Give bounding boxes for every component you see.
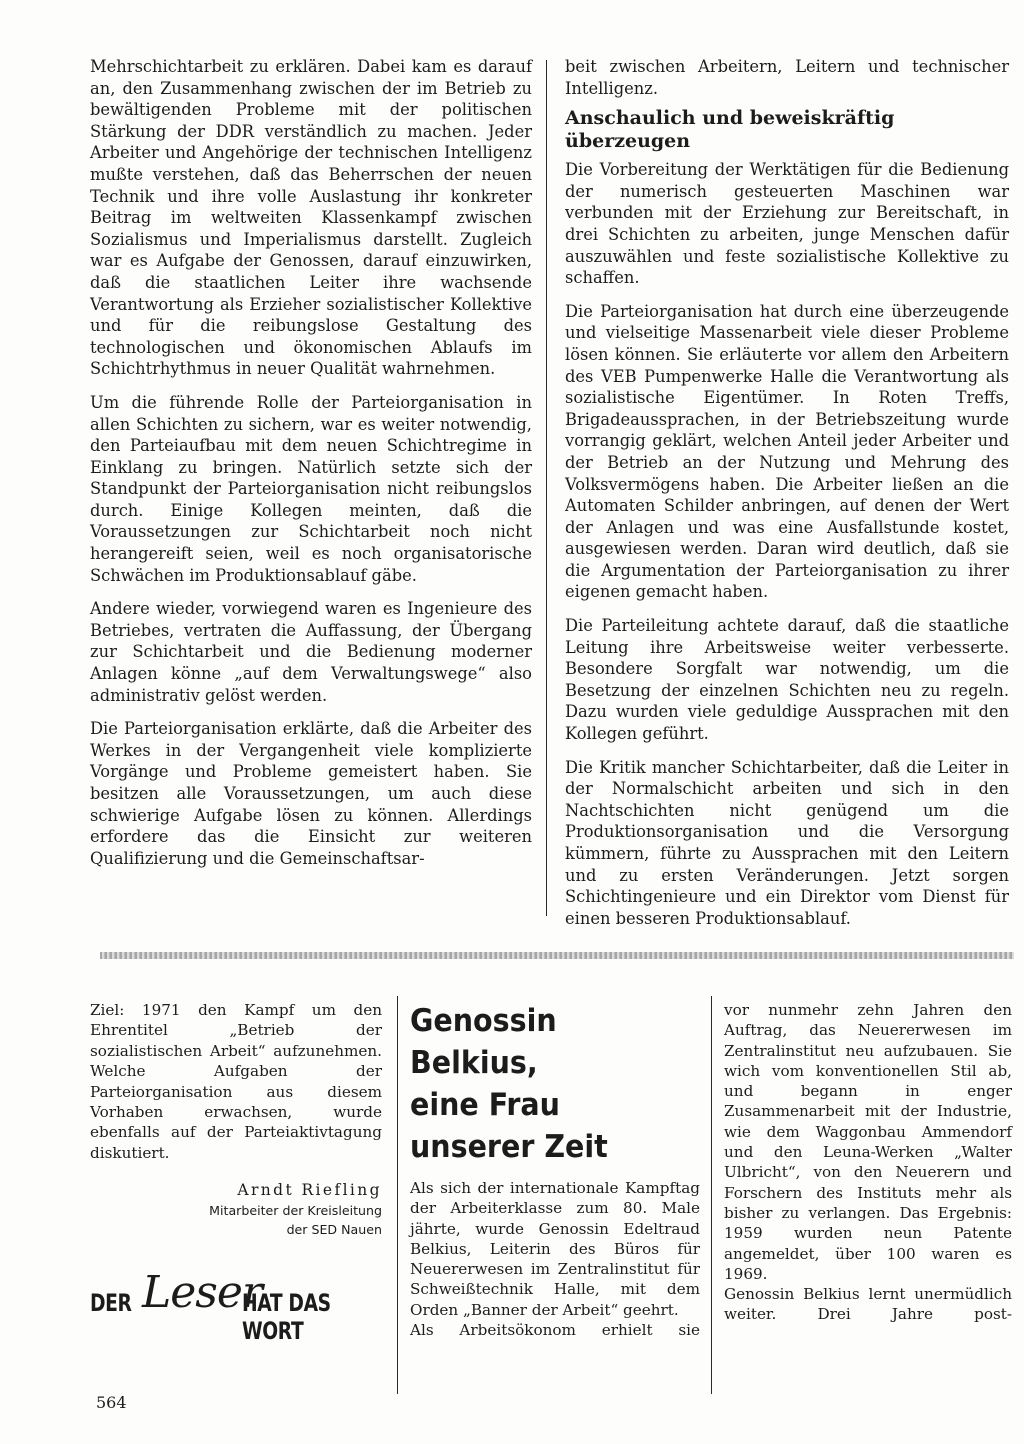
reader-letter-end <box>90 1000 382 1346</box>
top-right-column <box>565 56 1009 941</box>
title-line: eine Frau <box>410 1087 560 1123</box>
banner-der: DER <box>90 1289 132 1318</box>
section-banner <box>90 1267 382 1346</box>
section-separator <box>100 952 1014 959</box>
author-role <box>90 1201 382 1239</box>
article-belkius-start <box>410 1000 700 1340</box>
author-name: Arndt Riefling <box>237 1181 382 1200</box>
paragraph: Ziel: 1971 den Kampf um den Ehrentitel „Betrieb der sozialistischen Arbeit“ aufzunehmen. Welche Aufgaben der Parteiorganisation aus diesem Vorhaben erwachsen, wurde ebenfalls auf der Parteiaktivtagung diskutiert. <box>90 1001 382 1162</box>
column-divider <box>711 996 712 1394</box>
paragraph: Andere wieder, vorwiegend waren es Ingenieure des Betriebes, vertraten die Auffassung, der Übergang zur Schichtarbeit und die Bedienung moderner Anlagen könne „auf dem Verwaltungswege“ also administrativ gelöst werden. <box>90 599 532 705</box>
subheading: Anschaulich und beweiskräftig überzeugen <box>565 107 895 153</box>
column-divider <box>397 996 398 1394</box>
paragraph: Die Parteiorganisation hat durch eine überzeugende und vielseitige Massenarbeit viele dieser Probleme lösen können. Sie erläuterte vor allem den Arbeitern des VEB Pumpenwerke Halle die Verantwortung als sozialistische Eigentümer. In Roten Treffs, Brigadeaussprachen, in der Betriebszeitung wurde vorrangig geklärt, welchen Anteil jeder Arbeiter und der Betrieb an der Nutzung und Mehrung des Volksvermögens haben. Die Arbeiter ließen an die Automaten Schilder anbringen, auf denen der Wert der Anlagen und was eine Ausfallstunde kostet, ausgewiesen werden. Daran wird deutlich, daß sie die Argumentation der Parteiorganisation zu ihrer eigenen gemacht haben. <box>565 301 1009 602</box>
title-line: unserer Zeit <box>410 1129 608 1165</box>
paragraph: Um die führende Rolle der Parteiorganisation in allen Schichten zu sichern, war es weiter notwendig, den Parteiaufbau mit dem neuen Schichtregime in Einklang zu bringen. Natürlich setzte sich der Standpunkt der Parteiorganisation nicht reibungslos durch. Einige Kollegen meinten, daß die Voraussetzungen zur Schichtarbeit noch nicht herangereift seien, weil es noch organisatorische Schwächen im Produktionsablauf gäbe. <box>90 392 532 585</box>
paragraph: beit zwischen Arbeitern, Leitern und technischer Intelligenz. <box>565 57 1009 98</box>
paragraph: Als Arbeitsökonom erhielt sie <box>410 1321 700 1340</box>
paragraph: Die Parteileitung achtete darauf, daß die staatliche Leitung ihre Arbeitsweise weiter verbesserte. Besondere Sorgfalt war notwendig, um die Besetzung der einzelnen Schichten neu zu regeln. Dazu wurden viele geduldige Aussprachen mit den Kollegen geführt. <box>565 616 1009 744</box>
banner-script: Leser <box>142 1267 262 1319</box>
paragraph: Als sich der internationale Kampftag der Arbeiterklasse zum 80. Male jährte, wurde Genossin Edeltraud Belkius, Leiterin des Büros für Neuererwesen im Zentralinstitut für Schweißtechnik Halle, mit dem Orden „Banner der Arbeit“ geehrt. <box>410 1179 700 1319</box>
page-number: 564 <box>96 1393 127 1412</box>
paragraph: Die Vorbereitung der Werktätigen für die Bedienung der numerisch gesteuerten Maschinen war verbunden mit der Erziehung zur Bereitschaft, in drei Schichten zu arbeiten, junge Menschen dafür auszuwählen und feste sozialistische Kollektive zu schaffen. <box>565 160 1009 288</box>
column-divider <box>546 60 547 916</box>
paragraph: Die Kritik mancher Schichtarbeiter, daß die Leiter in der Normalschicht arbeiten und sich in den Nachtschichten nicht genügend um die Produktionsorganisation und die Versorgung kümmern, führte zu Aussprachen mit den Leitern und zu ersten Veränderungen. Jetzt sorgen Schichtingenieure und ein Direktor vom Dienst für einen besseren Produktionsablauf. <box>565 757 1009 928</box>
top-left-column <box>90 56 532 881</box>
paragraph: Mehrschichtarbeit zu erklären. Dabei kam es darauf an, den Zusammenhang zwischen der im Betrieb zu bewältigenden Probleme mit der politischen Stärkung der DDR verständlich zu machen. Jeder Arbeiter und Angehörige der technischen Intelligenz mußte verstehen, daß das Beherrschen der neuen Technik und ihre volle Auslastung ihr konkreter Beitrag im weltweiten Klassenkampf zwischen Sozialismus und Imperialismus darstellt. Zugleich war es Aufgabe der Genossen, darauf einzuwirken, daß die staatlichen Leiter ihre wachsende Verantwortung als Erzieher sozialistischer Kollektive und für die reibungslose Gestaltung des technologischen und ökonomischen Ablaufs im Schichtrhythmus in neuer Qualität wahrnehmen. <box>90 57 532 379</box>
article-title <box>410 1000 677 1168</box>
author-role-line: Mitarbeiter der Kreisleitung <box>209 1203 382 1219</box>
paragraph: Genossin Belkius lernt unermüdlich weiter. Drei Jahre post- <box>724 1285 1012 1324</box>
title-line: Genossin Belkius, <box>410 1003 557 1081</box>
paragraph: vor nunmehr zehn Jahren den Auftrag, das Neuererwesen im Zentralinstitut neu aufzubauen. Sie wich vom konventionellen Stil ab, und begann in enger Zusammenarbeit mit der Industrie, wie dem Waggonbau Ammendorf und den Leuna-Werken „Walter Ulbricht“, von den Neuerern und Forschern des Instituts mehr als bisher zu verlangen. Das Ergebnis: 1959 wurden neun Patente angemeldet, über 100 waren es 1969. <box>724 1001 1012 1283</box>
article-belkius-continued <box>724 1000 1012 1325</box>
author-role-line: der SED Nauen <box>286 1222 382 1238</box>
paragraph: Die Parteiorganisation erklärte, daß die Arbeiter des Werkes in der Vergangenheit viele komplizierte Vorgänge und Probleme gemeistert haben. Sie besitzen alle Voraussetzungen, um auch diese schwierige Aufgabe lösen zu können. Allerdings erfordere das die Einsicht zur weiteren Qualifizierung und die Gemeinschaftsar- <box>90 719 532 868</box>
banner-rest: HAT DAS WORT <box>242 1289 331 1346</box>
